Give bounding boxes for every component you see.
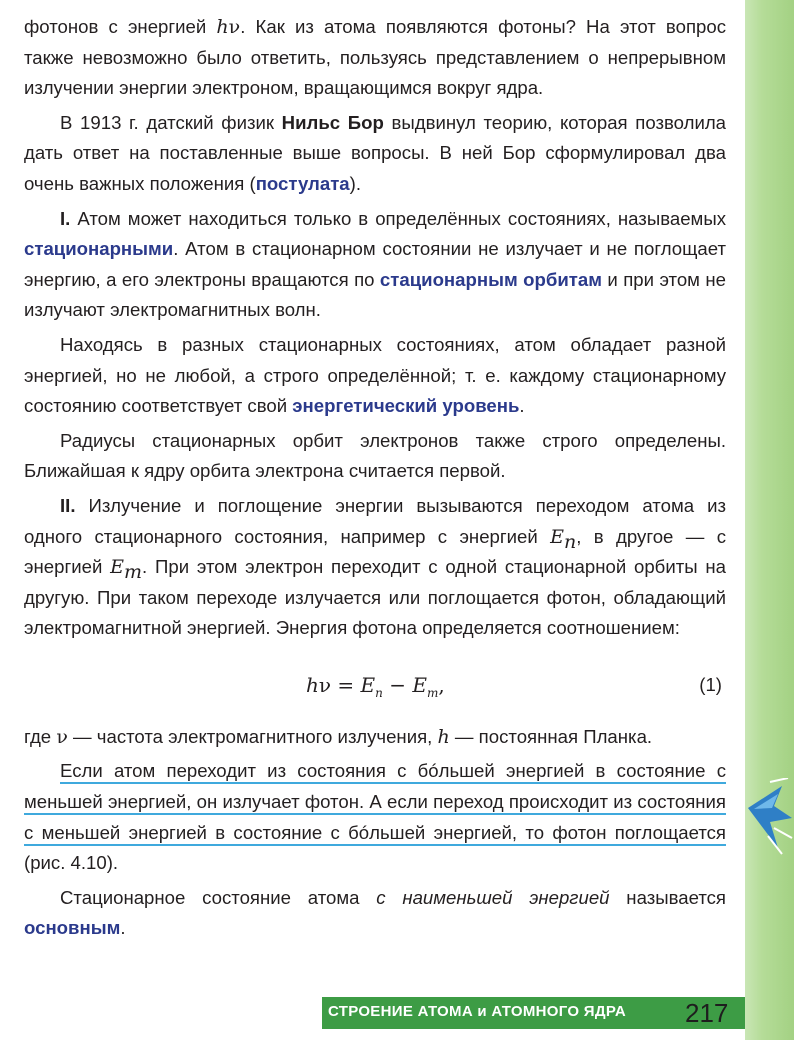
term-ground-state: основным (24, 917, 121, 939)
equation-number: (1) (699, 673, 722, 695)
text: Радиусы стационарных орбит электронов также строго определены. Ближайшая к ядру орбита электрона считается первой. (24, 429, 726, 482)
paragraph-1 (24, 12, 726, 104)
math-subscript-n: n (564, 530, 577, 553)
postulate-number: II. (60, 494, 76, 516)
page-body (24, 12, 726, 944)
text: Стационарное состояние атома (60, 886, 377, 908)
chapter-title: СТРОЕНИЕ АТОМА и АТОМНОГО ЯДРА (328, 1003, 626, 1020)
paragraph-9 (24, 883, 726, 944)
math-nu: ν (56, 725, 68, 748)
text: ). (349, 172, 361, 194)
text: . (519, 395, 525, 417)
term-energy-level: энергетический уровень (292, 395, 520, 417)
term-postulate: постулата (255, 172, 350, 194)
text: Атом может находиться только в определённых состояниях, называемых (70, 207, 726, 229)
page-footer (322, 997, 745, 1029)
side-color-bar (745, 0, 794, 1040)
text: выдвинул теорию, которая позволила дать ответ на поставленные выше вопросы. В ней Бор сформулировал два очень важных положения ( (24, 111, 727, 194)
math-h: h (306, 672, 319, 697)
math-E: E (550, 525, 565, 548)
italic-text: с наименьшей энергией (376, 886, 610, 908)
text: фотонов с энергией (24, 16, 217, 37)
paragraph-3 (24, 204, 726, 326)
text: , в другое — с энергией (24, 525, 726, 578)
math-comma: , (438, 672, 445, 697)
paragraph-8 (24, 756, 726, 878)
paragraph-2 (24, 108, 726, 200)
term-stationary: стационарными (24, 238, 174, 260)
math-subscript-n: n (375, 685, 383, 700)
paragraph-5 (24, 426, 726, 487)
formula-expression (306, 670, 445, 701)
paragraph-7 (24, 722, 726, 753)
math-subscript-m: m (426, 685, 439, 700)
math-E: E (412, 672, 427, 697)
math-h: h (216, 16, 229, 38)
arrow-icon (748, 778, 794, 858)
term-stationary-orbits: стационарным орбитам (379, 268, 602, 290)
text: (рис. 4.10). (24, 852, 119, 874)
math-subscript-m: m (124, 561, 143, 584)
math-minus: − (382, 672, 413, 697)
text: Находясь в разных стационарных состояниях, атом обладает разной энергией, но не любой, а строго определённой; т. е. каждому стационарному состоянию соответствует свой (24, 333, 726, 417)
text: В 1913 г. датский физик (60, 111, 282, 133)
text: . (120, 917, 126, 939)
text: . При этом электрон переходит с одной стационарной орбиты на другую. При таком переходе излучается или поглощается фотон, обладающий электромагнитной энергией. Энергия фотона определяется соотношением: (24, 556, 726, 639)
text: называется (609, 886, 726, 908)
math-E: E (360, 672, 376, 697)
paragraph-6 (24, 491, 726, 644)
paragraph-4 (24, 330, 726, 422)
math-nu: ν (228, 16, 241, 38)
highlighted-rule: Если атом переходит из состояния с бóльшей энергией в состояние с меньшей энергией, он излучает фотон. А если переход происходит из состояния с меньшей энергией в состояние с бóльшей энергией, то фотон поглощается (24, 760, 726, 843)
text: где (24, 725, 57, 747)
text: . Как из атома появляются фотоны? На этот вопрос также невозможно было ответить, пользуясь представлением о непрерывном излучении энергии электроном, вращающимся вокруг ядра. (24, 16, 726, 99)
page-number: 217 (685, 998, 729, 1028)
math-equals: = (331, 672, 361, 697)
text: . Атом в стационарном состоянии не излучает и не поглощает энергию, а его электроны вращаются по (24, 238, 726, 290)
text: — постоянная Планка. (449, 725, 653, 747)
math-E: E (110, 556, 124, 579)
math-h: h (437, 725, 450, 748)
formula-1 (24, 648, 726, 722)
postulate-number: I. (60, 207, 71, 229)
math-nu: ν (318, 672, 332, 697)
text: Излучение и поглощение энергии вызываются переходом атома из одного стационарного состояния, например с энергией (24, 494, 726, 547)
scientist-name: Нильс Бор (281, 111, 384, 133)
text: и при этом не излучают электромагнитных волн. (24, 268, 726, 321)
text: — частота электромагнитного излучения, (67, 725, 438, 747)
